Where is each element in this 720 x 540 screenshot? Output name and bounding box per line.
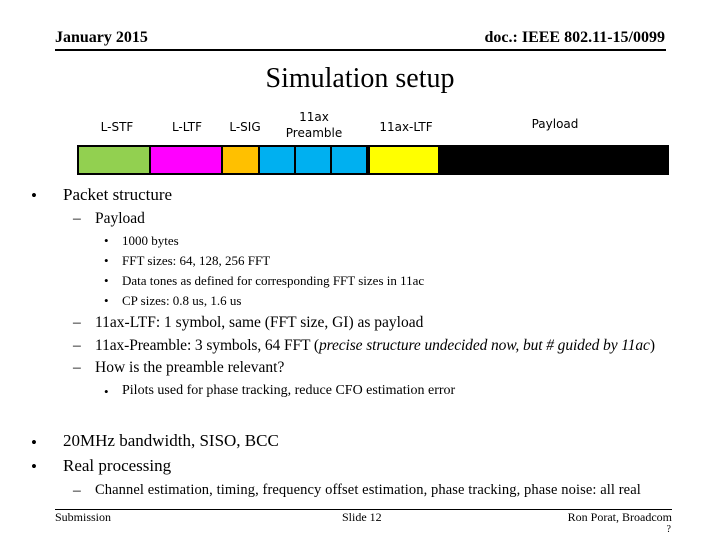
label-lsig: L-SIG <box>229 120 261 134</box>
label-11ax-preamble <box>276 109 352 141</box>
dash-icon: – <box>73 337 81 354</box>
label-11ax-preamble-line2: Preamble <box>285 126 343 140</box>
bullet-icon: • <box>104 293 109 308</box>
bullet-relevance-question: How is the preamble relevant? <box>95 359 285 376</box>
header-date: January 2015 <box>55 29 148 46</box>
bullet-icon: • <box>104 384 109 399</box>
segment-lsig <box>223 147 258 173</box>
bullet-icon: • <box>104 273 109 288</box>
bullet-packet-structure: Packet structure <box>63 185 173 204</box>
footer-submission: Submission <box>55 510 112 524</box>
segment-lstf <box>79 147 149 173</box>
bullet-11ax-preamble <box>95 337 655 355</box>
preamble-text-close: ) <box>649 337 655 354</box>
payload-item: CP sizes: 0.8 us, 1.6 us <box>122 293 242 308</box>
bullet-channel-estimation: Channel estimation, timing, frequency offset estimation, phase tracking, phase noise: all real <box>95 482 641 498</box>
bullet-real-processing: Real processing <box>63 456 172 475</box>
label-lstf: L-STF <box>100 120 134 134</box>
bullet-icon: • <box>104 253 109 268</box>
segment-payload <box>440 147 667 173</box>
preamble-text: 11ax-Preamble: 3 symbols, 64 FFT ( <box>95 337 319 354</box>
segment-lltf <box>151 147 221 173</box>
bullet-icon: • <box>104 233 109 248</box>
bullet-icon: • <box>31 186 37 205</box>
bullet-icon: • <box>31 433 37 452</box>
segment-11ax-ltf <box>370 147 438 173</box>
bullet-payload: Payload <box>95 210 145 227</box>
slide-title: Simulation setup <box>265 63 455 94</box>
header-doc-id: doc.: IEEE 802.11-15/0099 <box>484 29 665 46</box>
bullet-icon: • <box>31 457 37 476</box>
label-11ax-ltf: 11ax-LTF <box>379 120 433 134</box>
bullet-bandwidth: 20MHz bandwidth, SISO, BCC <box>63 431 279 450</box>
label-payload: Payload <box>531 117 579 131</box>
footer-slide-number: Slide 12 <box>342 510 382 524</box>
label-11ax-preamble-line1: 11ax <box>299 110 329 124</box>
bullet-11ax-ltf: 11ax-LTF: 1 symbol, same (FFT size, GI) as payload <box>95 314 424 331</box>
segment-preamble-2 <box>296 147 330 173</box>
bullet-relevance-answer: Pilots used for phase tracking, reduce CFO estimation error <box>122 383 456 398</box>
dash-icon: – <box>73 210 81 227</box>
payload-item: 1000 bytes <box>122 233 179 248</box>
dash-icon: – <box>73 482 81 499</box>
footer-author-line2: ? <box>666 524 671 535</box>
header-rule <box>55 49 666 51</box>
segment-preamble-1 <box>260 147 294 173</box>
dash-icon: – <box>73 314 81 331</box>
footer-author: Ron Porat, Broadcom <box>567 510 672 524</box>
label-lltf: L-LTF <box>171 120 203 134</box>
payload-item: FFT sizes: 64, 128, 256 FFT <box>122 253 271 268</box>
segment-preamble-3 <box>332 147 366 173</box>
preamble-text-italic: precise structure undecided now, but # guided by 11ac <box>318 337 650 354</box>
payload-item: Data tones as defined for corresponding FFT sizes in 11ac <box>122 273 425 288</box>
dash-icon: – <box>73 359 81 376</box>
